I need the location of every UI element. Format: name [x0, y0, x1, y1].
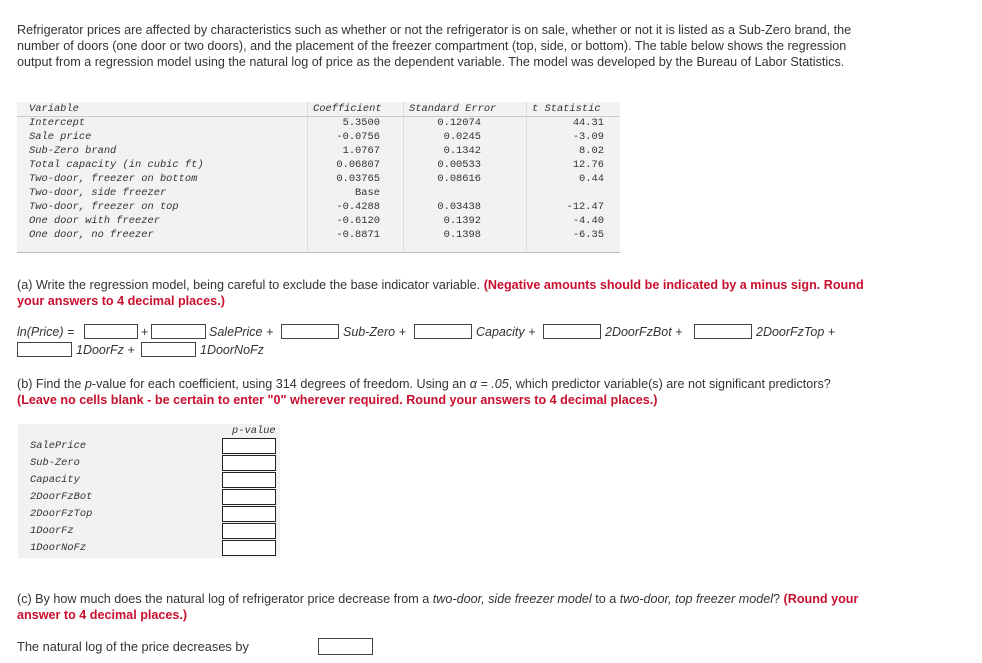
pvalue-header: p-value: [232, 425, 276, 437]
term-capacity: Capacity +: [476, 325, 536, 339]
table-row: [17, 187, 620, 201]
part-b-instruction: (Leave no cells blank - be certain to enter "0" wherever required. Round your answers to 4 decimal places.): [17, 393, 658, 407]
std-error-cell: 0.1398: [443, 229, 481, 241]
coefficient-cell: 1.0767: [342, 145, 380, 157]
lhs-label: ln(Price) =: [17, 325, 75, 339]
std-error-cell: 0.08616: [437, 173, 481, 185]
coefficient-cell: -0.8871: [336, 229, 380, 241]
2doorfztop-coef-input[interactable]: [694, 324, 752, 339]
part-c-instruction: (Round your answer to 4 decimal places.): [17, 592, 859, 622]
log-price-decrease-input[interactable]: [318, 638, 373, 655]
coefficient-cell: 0.06807: [336, 159, 380, 171]
t-stat-cell: -12.47: [566, 201, 604, 213]
term-1doorfz: 1DoorFz +: [76, 343, 135, 357]
header-t-statistic: t Statistic: [532, 103, 601, 115]
term-1doornofz: 1DoorNoFz: [200, 343, 264, 357]
pvalue-row-label: 1DoorFz: [30, 525, 74, 537]
pvalue-row-label: 2DoorFzTop: [30, 508, 93, 520]
part-a-prompt: (a) Write the regression model, being careful to exclude the base indicator variable.: [17, 278, 481, 292]
variable-cell: Total capacity (in cubic ft): [29, 159, 204, 171]
intro-paragraph: Refrigerator prices are affected by characteristics such as whether or not the refrigerator is on sale, whether or not it is listed as a Sub-Zero brand, the number of doors (one door or two doors), and the placement of the freezer compartment (top, side, or bottom). The table below shows the regression output from a regression model using the natural log of price as the dependent variable. The model was developed by the Bureau of Labor Statistics.: [17, 23, 852, 69]
variable-cell: Two-door, side freezer: [29, 187, 167, 199]
std-error-cell: 0.12074: [437, 117, 481, 129]
pvalue-input[interactable]: [222, 455, 276, 471]
std-error-cell: 0.1342: [443, 145, 481, 157]
coefficient-cell: -0.0756: [336, 131, 380, 143]
t-stat-cell: -6.35: [572, 229, 604, 241]
regression-table: [17, 102, 620, 253]
2doorfzbot-coef-input[interactable]: [543, 324, 601, 339]
table-row: [17, 201, 620, 215]
t-stat-cell: -4.40: [572, 215, 604, 227]
1doorfz-coef-input[interactable]: [17, 342, 72, 357]
t-stat-cell: -3.09: [572, 131, 604, 143]
pvalue-input[interactable]: [222, 540, 276, 556]
table-row: [17, 131, 620, 145]
t-stat-cell: 44.31: [572, 117, 604, 129]
coefficient-cell: Base: [355, 187, 380, 199]
term-2doorfzbot: 2DoorFzBot +: [605, 325, 683, 339]
table-row: [17, 229, 620, 243]
table-row: [17, 117, 620, 131]
coefficient-cell: 5.3500: [342, 117, 380, 129]
table-row: [17, 173, 620, 187]
pvalue-input[interactable]: [222, 506, 276, 522]
term-2doorfztop: 2DoorFzTop +: [756, 325, 836, 339]
part-a-instruction: (Negative amounts should be indicated by a minus sign. Round your answers to 4 decimal places.): [17, 278, 864, 308]
table-header-row: [17, 103, 620, 117]
variable-cell: One door, no freezer: [29, 229, 154, 241]
coefficient-cell: 0.03765: [336, 173, 380, 185]
std-error-cell: 0.03438: [437, 201, 481, 213]
part-a-question: [17, 277, 867, 309]
coefficient-cell: -0.6120: [336, 215, 380, 227]
t-stat-cell: 8.02: [579, 145, 604, 157]
pvalue-input[interactable]: [222, 523, 276, 539]
saleprice-coef-input[interactable]: [151, 324, 206, 339]
pvalue-input[interactable]: [222, 489, 276, 505]
table-row: [17, 215, 620, 229]
variable-cell: One door with freezer: [29, 215, 160, 227]
pvalue-row-label: Sub-Zero: [30, 457, 80, 469]
1doornofz-coef-input[interactable]: [141, 342, 196, 357]
coefficient-cell: -0.4288: [336, 201, 380, 213]
t-stat-cell: 12.76: [572, 159, 604, 171]
variable-cell: Intercept: [29, 117, 86, 129]
pvalue-table: [18, 424, 280, 558]
term-subzero: Sub-Zero +: [343, 325, 406, 339]
subzero-coef-input[interactable]: [281, 324, 339, 339]
table-row: [17, 145, 620, 159]
pvalue-row-label: Capacity: [30, 474, 80, 486]
t-stat-cell: 0.44: [579, 173, 604, 185]
pvalue-input[interactable]: [222, 438, 276, 454]
variable-cell: Sale price: [29, 131, 92, 143]
part-c-question: (c) By how much does the natural log of refrigerator price decrease from a two-door, side freezer model to a two-door, top freezer model? (Round your answer to 4 decimal places.): [17, 592, 859, 622]
part-b-question: (b) Find the p-value for each coefficient, using 314 degrees of freedom. Using an α = .05, which predictor variable(s) are not significant predictors? (Leave no cells blank - be certain to enter "0" wherever required. Round your answers to 4 decimal places.): [17, 377, 831, 407]
header-variable: Variable: [29, 103, 79, 115]
variable-cell: Two-door, freezer on bottom: [29, 173, 198, 185]
variable-cell: Two-door, freezer on top: [29, 201, 179, 213]
pvalue-input[interactable]: [222, 472, 276, 488]
term-saleprice: SalePrice +: [209, 325, 274, 339]
capacity-coef-input[interactable]: [414, 324, 472, 339]
pvalue-row-label: 2DoorFzBot: [30, 491, 93, 503]
variable-cell: Sub-Zero brand: [29, 145, 117, 157]
plus-sign: +: [141, 325, 149, 339]
part-c-answer-label: The natural log of the price decreases by: [17, 639, 249, 654]
intercept-input[interactable]: [84, 324, 138, 339]
table-row: [17, 159, 620, 173]
std-error-cell: 0.1392: [443, 215, 481, 227]
std-error-cell: 0.0245: [443, 131, 481, 143]
std-error-cell: 0.00533: [437, 159, 481, 171]
pvalue-row-label: SalePrice: [30, 440, 87, 452]
pvalue-row-label: 1DoorNoFz: [30, 542, 87, 554]
header-standard-error: Standard Error: [409, 103, 497, 115]
header-coefficient: Coefficient: [313, 103, 382, 115]
